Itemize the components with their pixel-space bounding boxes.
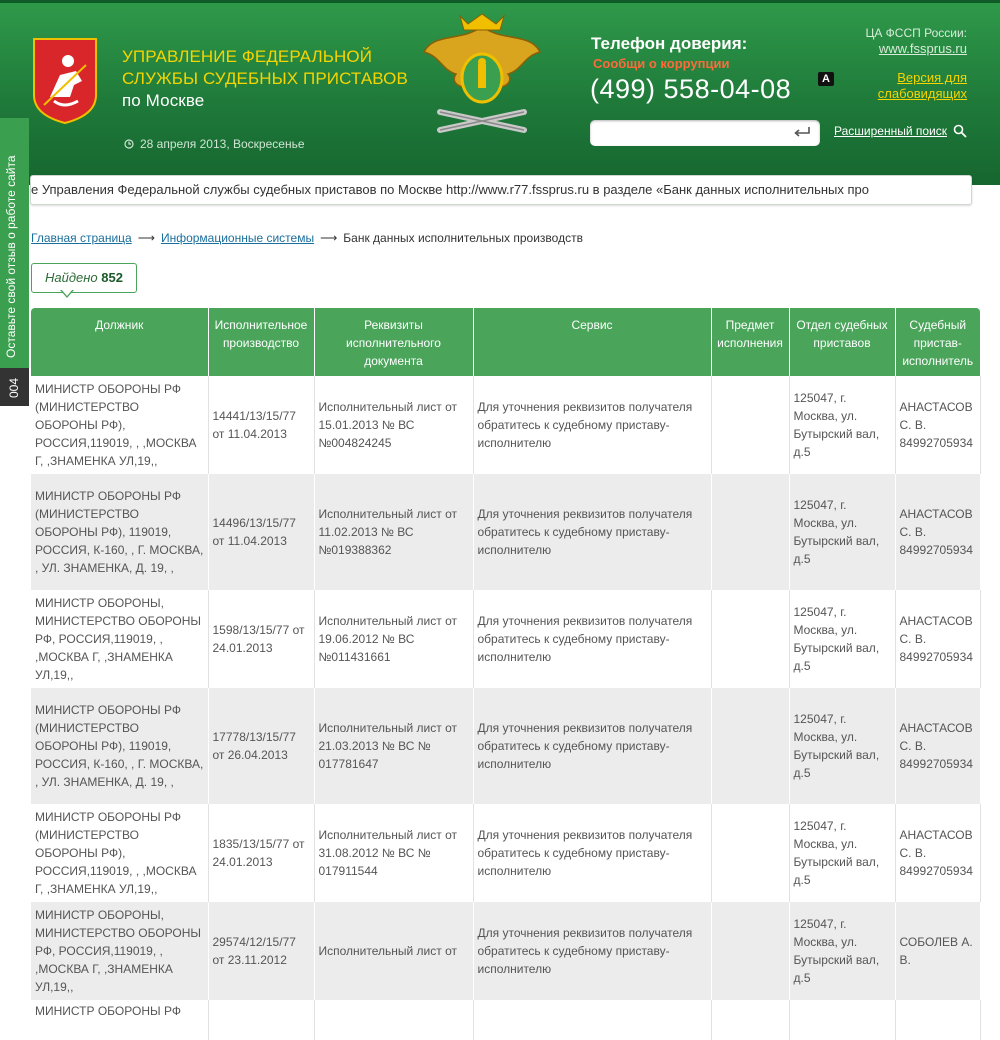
subject-cell [711, 590, 789, 688]
org-title-line2: СЛУЖБЫ СУДЕБНЫХ ПРИСТАВОВ [122, 69, 408, 88]
document-cell: Исполнительный лист от 19.06.2012 № ВС №011431661 [314, 590, 473, 688]
document-cell [314, 1000, 473, 1040]
department-cell [789, 1000, 895, 1040]
subject-cell [711, 1000, 789, 1040]
service-cell: Для уточнения реквизитов получателя обратитесь к судебному приставу-исполнителю [473, 376, 711, 474]
visit-counter-value: 004 [7, 377, 21, 398]
table-row [31, 590, 980, 688]
fssp-eagle-emblem-icon [420, 12, 544, 140]
proceeding-cell: 17778/13/15/77 от 26.04.2013 [208, 688, 314, 804]
document-cell: Исполнительный лист от [314, 902, 473, 1000]
department-cell: 125047, г. Москва, ул. Бутырский вал, д.5 [789, 590, 895, 688]
news-ticker[interactable] [30, 175, 972, 205]
proceeding-cell: 1835/13/15/77 от 24.01.2013 [208, 804, 314, 902]
debtor-cell: МИНИСТР ОБОРОНЫ РФ [31, 1000, 208, 1040]
date-text: 28 апреля 2013, Воскресенье [140, 137, 305, 151]
advanced-search-label: Расширенный поиск [834, 124, 947, 138]
central-office [865, 25, 967, 57]
debtor-cell: МИНИСТР ОБОРОНЫ, МИНИСТЕРСТВО ОБОРОНЫ РФ, РОССИЯ,119019, , ,МОСКВА Г, ,ЗНАМЕНКА УЛ,19,, [31, 902, 208, 1000]
table-row [31, 474, 980, 590]
breadcrumb-current: Банк данных исполнительных производств [343, 231, 583, 245]
visit-counter [0, 368, 29, 406]
feedback-side-tab[interactable] [0, 118, 29, 368]
column-header-document: Реквизиты исполнительного документа [314, 308, 473, 376]
document-cell: Исполнительный лист от 31.08.2012 № ВС № 017911544 [314, 804, 473, 902]
debtor-cell: МИНИСТР ОБОРОНЫ РФ (МИНИСТЕРСТВО ОБОРОНЫ РФ), РОССИЯ,119019, , ,МОСКВА Г, ,ЗНАМЕНКА УЛ,19,, [31, 376, 208, 474]
column-header-bailiff: Судебный пристав-исполнитель [895, 308, 980, 376]
department-cell: 125047, г. Москва, ул. Бутырский вал, д.5 [789, 902, 895, 1000]
bailiff-cell: СОБОЛЕВ А. В. [895, 902, 980, 1000]
breadcrumb [31, 231, 583, 245]
hotline-phone: (499) 558-04-08 [590, 74, 792, 104]
proceeding-cell: 14441/13/15/77 от 11.04.2013 [208, 376, 314, 474]
service-cell [473, 1000, 711, 1040]
subject-cell [711, 688, 789, 804]
service-cell: Для уточнения реквизитов получателя обратитесь к судебному приставу-исполнителю [473, 804, 711, 902]
table-row [31, 376, 980, 474]
found-label: Найдено [45, 270, 98, 285]
header-top-line [0, 0, 1000, 3]
column-header-subject: Предмет исполнения [711, 308, 789, 376]
central-office-link[interactable]: www.fssprus.ru [878, 41, 967, 56]
breadcrumb-arrow-icon: ⟶ [137, 231, 155, 245]
department-cell: 125047, г. Москва, ул. Бутырский вал, д.5 [789, 376, 895, 474]
department-cell: 125047, г. Москва, ул. Бутырский вал, д.5 [789, 688, 895, 804]
department-cell: 125047, г. Москва, ул. Бутырский вал, д.5 [789, 474, 895, 590]
bailiff-cell: АНАСТАСОВ С. В. 84992705934 [895, 474, 980, 590]
found-count: 852 [101, 270, 123, 285]
document-cell: Исполнительный лист от 11.02.2013 № ВС №019388362 [314, 474, 473, 590]
subject-cell [711, 376, 789, 474]
table-row [31, 902, 980, 1000]
bailiff-cell: АНАСТАСОВ С. В. 84992705934 [895, 804, 980, 902]
site-header [0, 0, 1000, 185]
magnifier-icon [953, 124, 967, 138]
found-badge-pointer-inner [61, 289, 73, 296]
org-title-line1: УПРАВЛЕНИЕ ФЕДЕРАЛЬНОЙ [122, 47, 373, 66]
org-title-line3: по Москве [122, 91, 205, 110]
subject-cell [711, 902, 789, 1000]
debtor-cell: МИНИСТР ОБОРОНЫ РФ (МИНИСТЕРСТВО ОБОРОНЫ РФ), РОССИЯ,119019, , ,МОСКВА Г, ,ЗНАМЕНКА УЛ,19,, [31, 804, 208, 902]
visually-impaired-link[interactable] [878, 70, 967, 102]
service-cell: Для уточнения реквизитов получателя обратитесь к судебному приставу-исполнителю [473, 688, 711, 804]
org-title[interactable] [122, 46, 408, 112]
bailiff-cell: АНАСТАСОВ С. В. 84992705934 [895, 688, 980, 804]
column-header-department: Отдел судебных приставов [789, 308, 895, 376]
bailiff-cell [895, 1000, 980, 1040]
proceeding-cell: 29574/12/15/77 от 23.11.2012 [208, 902, 314, 1000]
visually-impaired-line1: Версия для [897, 70, 967, 85]
bailiff-cell: АНАСТАСОВ С. В. 84992705934 [895, 590, 980, 688]
breadcrumb-home[interactable]: Главная страница [31, 231, 132, 245]
table-header-row [31, 308, 980, 376]
document-cell: Исполнительный лист от 21.03.2013 № ВС № 017781647 [314, 688, 473, 804]
department-cell: 125047, г. Москва, ул. Бутырский вал, д.5 [789, 804, 895, 902]
hotline-label: Телефон доверия: [591, 34, 748, 53]
font-size-badge[interactable]: A [818, 72, 834, 86]
proceeding-cell: 1598/13/15/77 от 24.01.2013 [208, 590, 314, 688]
report-corruption-link[interactable]: Сообщи о коррупции [593, 56, 730, 71]
debtor-cell: МИНИСТР ОБОРОНЫ, МИНИСТЕРСТВО ОБОРОНЫ РФ, РОССИЯ,119019, , ,МОСКВА Г, ,ЗНАМЕНКА УЛ,19,, [31, 590, 208, 688]
table-row [31, 804, 980, 902]
search-box[interactable] [590, 120, 820, 146]
central-office-label: ЦА ФССП России: [865, 26, 967, 40]
table-row [31, 688, 980, 804]
found-count-badge [31, 263, 137, 293]
service-cell: Для уточнения реквизитов получателя обратитесь к судебному приставу-исполнителю [473, 590, 711, 688]
ticker-text: е Управления Федеральной службы судебных приставов по Москве http://www.r77.fssprus.ru в разделе «Банк данных исполнительных про [31, 182, 869, 197]
column-header-debtor: Должник [31, 308, 208, 376]
visually-impaired-line2: слабовидящих [877, 86, 967, 101]
clock-icon [124, 139, 134, 149]
breadcrumb-arrow-icon: ⟶ [320, 231, 338, 245]
proceeding-cell: 14496/13/15/77 от 11.04.2013 [208, 474, 314, 590]
proceeding-cell [208, 1000, 314, 1040]
column-header-service: Сервис [473, 308, 711, 376]
document-cell: Исполнительный лист от 15.01.2013 № ВС №004824245 [314, 376, 473, 474]
bailiff-cell: АНАСТАСОВ С. В. 84992705934 [895, 376, 980, 474]
debtor-cell: МИНИСТР ОБОРОНЫ РФ (МИНИСТЕРСТВО ОБОРОНЫ РФ), 119019, РОССИЯ, К-160, , Г. МОСКВА, , УЛ. ЗНАМЕНКА, Д. 19, , [31, 688, 208, 804]
table-row [31, 1000, 980, 1040]
enforcement-proceedings-table [31, 308, 981, 1040]
enter-icon[interactable] [792, 125, 812, 139]
subject-cell [711, 474, 789, 590]
search-input[interactable] [596, 122, 790, 146]
current-date [124, 137, 305, 151]
service-cell: Для уточнения реквизитов получателя обратитесь к судебному приставу-исполнителю [473, 474, 711, 590]
feedback-side-tab-label: Оставьте свой отзыв о работе сайта [4, 155, 18, 358]
debtor-cell: МИНИСТР ОБОРОНЫ РФ (МИНИСТЕРСТВО ОБОРОНЫ РФ), 119019, РОССИЯ, К-160, , Г. МОСКВА, , УЛ. ЗНАМЕНКА, Д. 19, , [31, 474, 208, 590]
moscow-coat-of-arms-icon[interactable] [30, 35, 100, 125]
advanced-search-link[interactable] [834, 124, 967, 138]
subject-cell [711, 804, 789, 902]
breadcrumb-information-systems[interactable]: Информационные системы [160, 231, 315, 245]
column-header-proceeding: Исполнительное производство [208, 308, 314, 376]
service-cell: Для уточнения реквизитов получателя обратитесь к судебному приставу-исполнителю [473, 902, 711, 1000]
